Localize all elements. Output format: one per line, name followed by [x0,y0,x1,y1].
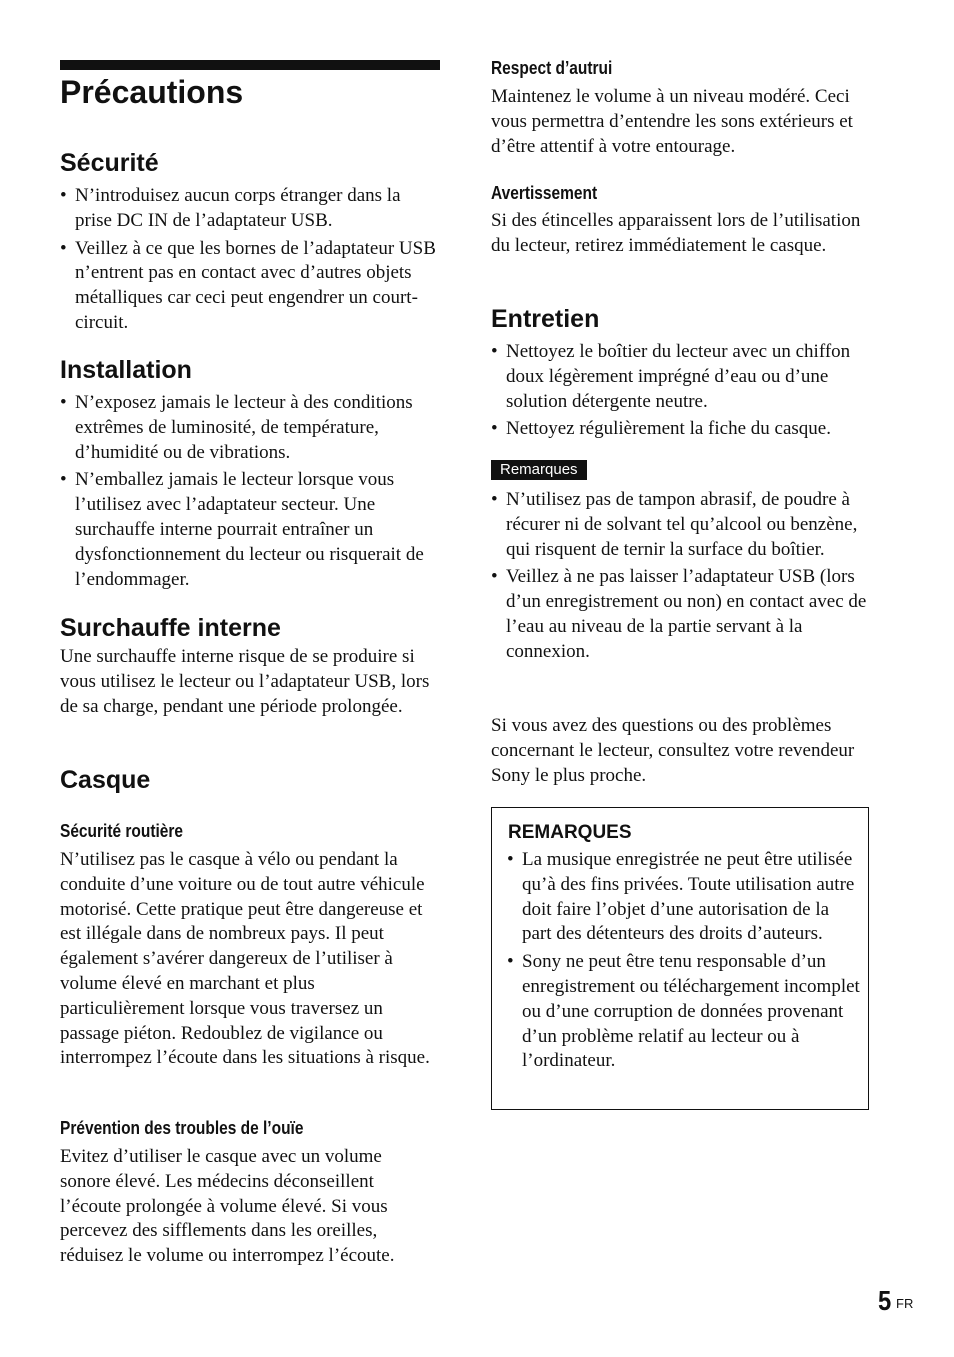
remarques-badge: Remarques [491,460,587,480]
list-item: • Nettoyez régulièrement la fiche du casque. [491,417,876,442]
remarques-list [491,488,876,668]
securite-routiere-text: N’utilisez pas le casque à vélo ou pendant la conduite d’une voiture ou de tout autre véhicule motorisé. Cette pratique peut être dangereuse et est illégale dans de nombreux pays. Il peut également s’avérer dangereux de l’utiliser à volume élevé en marchant et plus particulièrement lorsque vous traversez un passage piéton. Redoublez de vigilance ou interrompez l’écoute dans les situations à risque. [60,849,430,1069]
page-title: Précautions [60,74,244,110]
prevention-text: Evitez d’utiliser le casque avec un volume sonore élevé. Les médecins déconseillent l’écoute prolongée à volume élevé. Si vous percevez des sifflements dans les oreilles, réduisez le volume ou interrompez l’écoute. [60,1146,395,1267]
list-item: • N’emballez jamais le lecteur lorsque vous l’utilisez avec l’adaptateur secteur. Une surchauffe interne pourrait entraîner un dysfonctionnement du lecteur ou risquerait de l’endommager. [60,468,442,592]
heading-casque: Casque [60,766,151,794]
avertissement-text: Si des étincelles apparaissent lors de l’utilisation du lecteur, retirez immédiatement le casque. [491,210,861,256]
box-heading: REMARQUES [508,822,632,843]
list-item: • La musique enregistrée ne peut être utilisée qu’à des fins privées. Toute utilisation autre doit faire l’objet d’une autorisation de la part des détenteurs des droits d’auteurs. [507,848,862,947]
entretien-list [491,340,876,445]
list-item: • Sony ne peut être tenu responsable d’un enregistrement ou téléchargement incomplet ou d’une corruption de données provenant d’un problème relatif au lecteur ou à l’ordinateur. [507,950,862,1074]
heading-respect: Respect d’autrui [491,58,613,78]
list-item: • N’exposez jamais le lecteur à des conditions extrêmes de luminosité, de température, d’humidité ou de vibrations. [60,391,442,465]
heading-securite: Sécurité [60,149,159,177]
list-item: • Veillez à ce que les bornes de l’adaptateur USB n’entrent pas en contact avec d’autres objets métalliques car ceci peut engendrer un court-circuit. [60,237,440,336]
list-item: • Nettoyez le boîtier du lecteur avec un chiffon doux légèrement imprégné d’eau ou d’une solution détergente neutre. [491,340,876,414]
heading-prevention: Prévention des troubles de l’ouïe [60,1118,304,1138]
heading-securite-routiere: Sécurité routière [60,821,184,841]
remarques-box [491,807,869,1110]
heading-entretien: Entretien [491,305,600,333]
title-rule [60,60,440,70]
heading-installation: Installation [60,356,192,384]
box-list [507,848,862,1077]
installation-list [60,391,442,595]
securite-list [60,184,440,339]
surchauffe-text: Une surchauffe interne risque de se produire si vous utilisez le lecteur ou l’adaptateur USB, lors de sa charge, pendant une période prolongée. [60,646,430,717]
page-language: FR [896,1296,914,1311]
list-item: • N’utilisez pas de tampon abrasif, de poudre à récurer ni de solvant tel qu’alcool ou benzène, qui risquent de ternir la surface du boîtier. [491,488,876,562]
list-item: • N’introduisez aucun corps étranger dans la prise DC IN de l’adaptateur USB. [60,184,440,234]
list-item: • Veillez à ne pas laisser l’adaptateur USB (lors d’un enregistrement ou non) en contact avec de l’eau au niveau de la partie servant à la connexion. [491,565,876,664]
heading-surchauffe: Surchauffe interne [60,614,281,642]
respect-text: Maintenez le volume à un niveau modéré. Ceci vous permettra d’entendre les sons extérieurs et d’être attentif à votre entourage. [491,86,853,157]
heading-avertissement: Avertissement [491,183,598,203]
page-number: 5 [878,1285,892,1316]
questions-text: Si vous avez des questions ou des problèmes concernant le lecteur, consultez votre revendeur Sony le plus proche. [491,715,855,786]
